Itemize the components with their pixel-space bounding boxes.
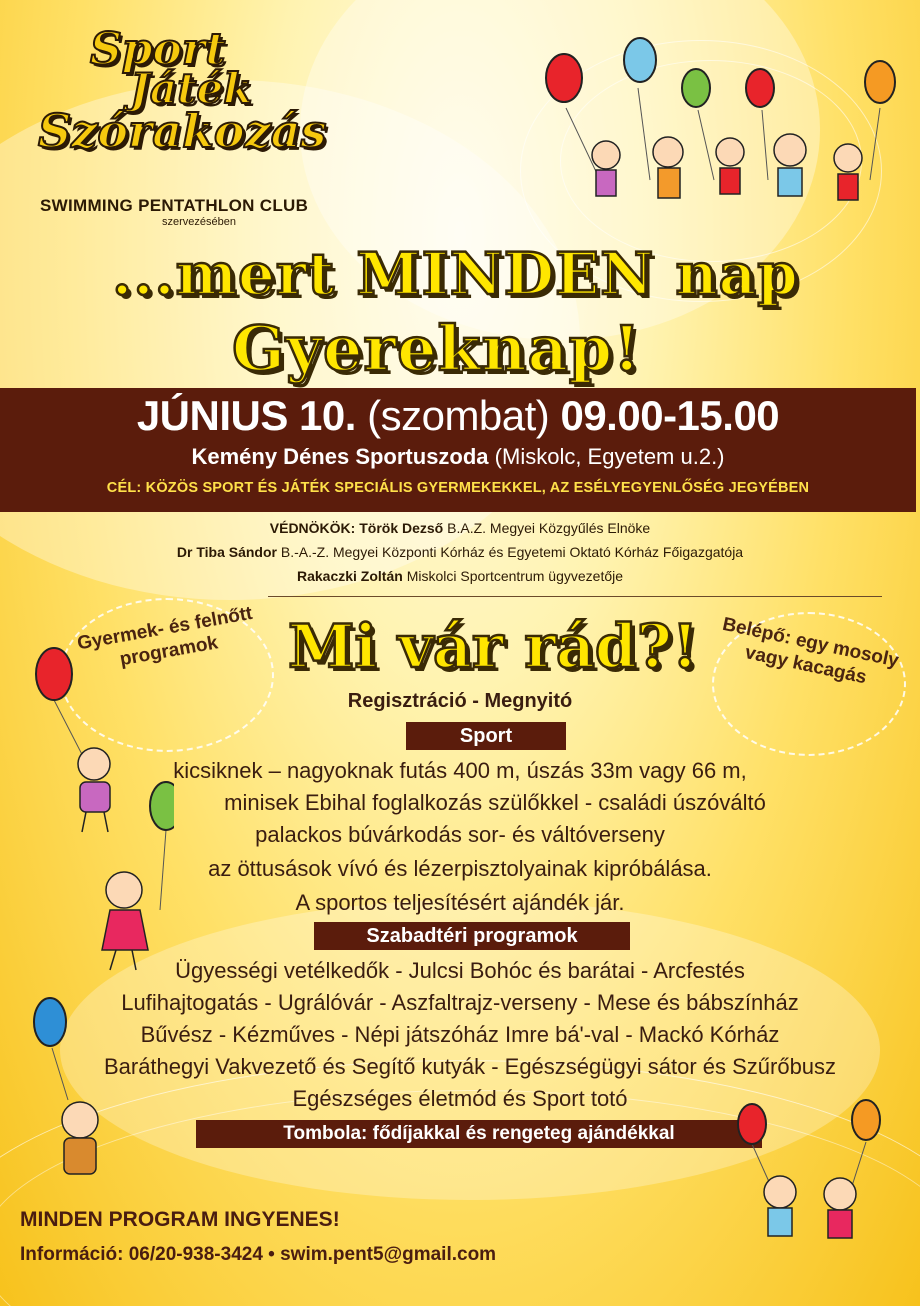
event-time: 09.00-15.00: [560, 392, 780, 439]
outdoor-line: Bűvész - Kézműves - Népi játszóház Imre bá'-val - Mackó Kórház: [140, 1022, 780, 1047]
patron-title: Miskolci Sportcentrum ügyvezetője: [406, 568, 624, 584]
event-date: JÚNIUS 10.: [136, 392, 356, 439]
club-subtitle: szervezésében: [162, 216, 236, 228]
outdoor-line: Baráthegyi Vakvezető és Segítő kutyák - Egészségügyi sátor és Szűrőbusz: [103, 1054, 837, 1079]
headline-line1: ...mert MINDEN nap: [112, 240, 799, 308]
program-title: Mi vár rád?!: [288, 612, 699, 682]
sport-line: az öttusások vívó és lézerpisztolyainak kipróbálása.: [208, 856, 712, 881]
bottom-right-kids-illustration: [730, 1094, 910, 1264]
event-venue-line: [0, 444, 916, 470]
kids-icon: [764, 1176, 856, 1238]
balloon-icon: [34, 998, 68, 1100]
event-day: (szombat): [367, 392, 550, 439]
kid-icon: [78, 748, 148, 970]
outdoor-line: Lufihajtogatás - Ugrálóvár - Aszfaltrajz-verseny - Mese és bábszínház: [121, 990, 799, 1015]
headline-line2: Gyereknap!: [232, 312, 642, 385]
sport-heading: Sport: [406, 722, 566, 750]
event-date-line: [0, 392, 916, 440]
badge-programs: Gyermek- és felnőtt programok: [75, 602, 255, 671]
registration-text: Regisztráció - Megnyitó: [347, 690, 573, 712]
sport-line: palackos búvárkodás sor- és váltóverseny: [255, 822, 665, 847]
logo-word-sport: Sport: [90, 24, 226, 75]
bottom-left-kid-illustration: [26, 990, 136, 1190]
raffle-banner: Tombola: fődíjakkal és rengeteg ajándékkal: [196, 1120, 762, 1148]
free-program-notice: MINDEN PROGRAM INGYENES!: [20, 1208, 340, 1231]
patron-line-2: [0, 544, 920, 560]
sport-line: minisek Ebihal foglalkozás szülőkkel - családi úszóváltó: [224, 790, 766, 815]
kids-icon: [592, 134, 862, 200]
contact-info: Információ: 06/20-938-3424 • swim.pent5@gmail.com: [20, 1244, 497, 1265]
logo-word-jatek: Játék: [130, 64, 253, 113]
kids-with-balloons-illustration: [540, 30, 910, 230]
balloon-icon: [36, 648, 174, 910]
event-info-band: [0, 388, 916, 512]
sport-line: A sportos teljesítésért ajándék jár.: [295, 890, 625, 915]
venue-name: Kemény Dénes Sportuszoda: [191, 444, 489, 469]
club-name: SWIMMING PENTATHLON CLUB: [40, 196, 309, 215]
logo-word-szorakozas: Szórakozás: [38, 104, 327, 158]
event-logo: [30, 24, 330, 158]
outdoor-heading: Szabadtéri programok: [314, 922, 630, 950]
balloon-icon: [738, 1100, 880, 1186]
patron-line-3: [0, 568, 920, 584]
kid-icon: [62, 1102, 98, 1174]
outdoor-line: Ügyességi vetélkedők - Julcsi Bohóc és barátai - Arcfestés: [175, 958, 745, 983]
patron-title: B.-A.-Z. Megyei Központi Kórház és Egyetemi Oktató Kórház Főigazgatója: [280, 544, 744, 560]
patron-line-1: [0, 520, 920, 536]
patron-title: B.A.Z. Megyei Közgyűlés Elnöke: [447, 520, 651, 536]
badge-entry: Belépő: egy mosoly vagy kacagás: [720, 613, 901, 689]
outdoor-line: Egészséges életmód és Sport totó: [292, 1086, 628, 1111]
venue-address: (Miskolc, Egyetem u.2.): [494, 444, 725, 469]
divider: [268, 596, 882, 597]
event-goal: CÉL: KÖZÖS SPORT ÉS JÁTÉK SPECIÁLIS GYERMEKEKKEL, AZ ESÉLYEGYENLŐSÉG JEGYÉBEN: [106, 480, 810, 496]
sport-line: kicsiknek – nagyoknak futás 400 m, úszás 33m vagy 66 m,: [173, 758, 747, 783]
patron-name: Dr Tiba Sándor: [176, 544, 277, 560]
patron-name: Rakaczki Zoltán: [296, 568, 403, 584]
patron-name: VÉDNÖKÖK: Török Dezső: [269, 520, 444, 536]
